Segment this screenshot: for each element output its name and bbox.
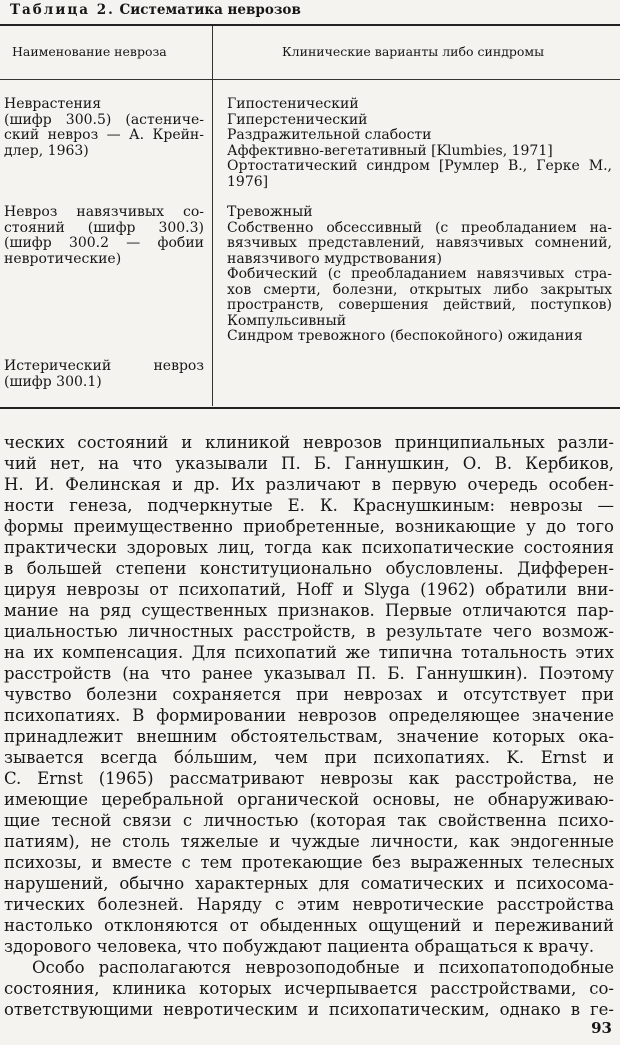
- cell-line: Ортостатический синдром [Румлер В., Герке М.,: [227, 158, 612, 174]
- cell-line: Тревожный: [227, 204, 313, 220]
- header-clinical-variants: Клинические варианты либо синдромы: [282, 44, 545, 59]
- text-line: формы преимущественно приобретенные, возникающие у до того: [4, 517, 614, 536]
- text-line: зывается всегда бóльшим, чем при психопатиях. K. Ernst и: [4, 748, 614, 767]
- text-line: ческих состояний и клиникой неврозов принципиальных разли-: [4, 433, 614, 452]
- table-top-rule: [0, 24, 620, 26]
- table-caption: [10, 2, 301, 18]
- table-bottom-rule: [0, 407, 620, 409]
- cell-line: ский невроз — А. Крейн-: [4, 127, 204, 143]
- text-line: C. Ernst (1965) рассматривают неврозы как расстройства, не: [4, 769, 614, 788]
- table-column-divider: [212, 26, 213, 406]
- cell-line: (шифр 300.5) (астениче-: [4, 111, 204, 128]
- table-caption-title: Систематика неврозов: [119, 2, 301, 18]
- text-line: в большей степени конституционально обусловлены. Дифферен-: [4, 559, 614, 578]
- cell-line: 1976]: [227, 173, 269, 190]
- text-line: ности генеза, подчеркнутые Е. К. Краснушкиным: неврозы —: [4, 496, 614, 515]
- cell-line: Собственно обсессивный (с преобладанием на-: [227, 219, 612, 236]
- text-line: щие тесной связи с личностью (которая так свойственна психо-: [4, 811, 614, 830]
- text-line: ответствующими невротическим и психопатическим, однако в ге-: [4, 1000, 614, 1019]
- body-paragraph: [4, 432, 614, 1020]
- table-row-neurasthenia-variants: [227, 97, 612, 190]
- text-line: циальностью личностных расстройств, в результате чего возмож-: [4, 622, 614, 641]
- cell-line: вязчивых представлений, навязчивых сомнений,: [227, 235, 612, 251]
- cell-line: Истерический невроз: [4, 358, 204, 374]
- text-line: патиям), не столь тяжелые и чуждые личности, как эндогенные: [4, 832, 614, 851]
- text-line: принадлежит внешним обстоятельствам, значение которых ока-: [4, 727, 614, 746]
- text-line: психопатиях. В формировании неврозов определяющее значение: [4, 706, 614, 725]
- table-row-hysteria-name: [4, 359, 204, 390]
- text-line: Н. И. Фелинская и др. Их различают в первую очередь особен-: [4, 475, 614, 494]
- cell-line: пространств, совершения действий, поступков): [227, 297, 612, 313]
- cell-line: Компульсивный: [227, 312, 347, 329]
- cell-line: Аффективно-вегетативный [Klumbies, 1971]: [227, 142, 553, 159]
- cell-line: Неврастения: [4, 96, 102, 112]
- text-line: практически здоровых лиц, тогда как психопатические состояния: [4, 538, 614, 557]
- text-line: состояния, клиника которых исчерпывается расстройствами, со-: [4, 979, 614, 998]
- text-line: расстройств (на что ранее указывал П. Б. Ганнушкин). Поэтому: [4, 664, 614, 683]
- text-line: нарушений, обычно характерных для соматических и психосома-: [4, 874, 614, 893]
- header-neurosis-name: Наименование невроза: [12, 44, 167, 59]
- cell-line: навязчивого мудрствования): [227, 250, 442, 267]
- page-number: 93: [591, 1019, 612, 1037]
- cell-line: Синдром тревожного (беспокойного) ожидания: [227, 328, 583, 344]
- header-rule: [0, 79, 620, 80]
- text-line: чувство болезни сохраняется при неврозах и отсутствует при: [4, 685, 614, 704]
- text-line: имеющие церебральной органической основы, не обнаруживаю-: [4, 790, 614, 809]
- table-row-ocd-variants: [227, 205, 612, 345]
- table-caption-label: Таблица 2.: [10, 2, 115, 18]
- cell-line: Раздражительной слабости: [227, 127, 432, 143]
- cell-line: Невроз навязчивых со-: [4, 204, 204, 220]
- cell-line: длер, 1963): [4, 142, 89, 159]
- text-line: здорового человека, что побуждают пациента обращаться к врачу.: [4, 937, 595, 956]
- text-line: тических болезней. Наряду с этим невротические расстройства: [4, 895, 614, 914]
- text-line: цируя неврозы от психопатий, Hoff и Slyga (1962) обратили вни-: [4, 580, 614, 599]
- cell-line: невротические): [4, 250, 122, 267]
- text-line: настолько отклоняются от обыденных ощущений и переживаний: [4, 916, 614, 935]
- cell-line: Фобический (с преобладанием навязчивых стра-: [227, 266, 612, 282]
- table-row-neurasthenia-name: [4, 97, 204, 159]
- text-line: мание на ряд существенных признаков. Первые отличаются пар-: [4, 601, 614, 620]
- table-row-ocd-name: [4, 205, 204, 267]
- text-line: психозы, и вместе с тем протекающие без выраженных телесных: [4, 853, 614, 872]
- cell-line: (шифр 300.2 — фобии: [4, 235, 204, 251]
- cell-line: Гипостенический: [227, 96, 359, 112]
- cell-line: (шифр 300.1): [4, 373, 102, 390]
- cell-line: Гиперстенический: [227, 111, 368, 128]
- cell-line: стояний (шифр 300.3): [4, 219, 204, 236]
- text-line: Особо располагаются неврозоподобные и психопатоподобные: [32, 958, 614, 977]
- text-line: чий нет, на что указывали П. Б. Ганнушкин, О. В. Кербиков,: [4, 454, 614, 473]
- cell-line: хов смерти, болезни, открытых либо закрытых: [227, 281, 612, 298]
- text-line: на их компенсация. Для психопатий же типична тотальность этих: [4, 643, 614, 662]
